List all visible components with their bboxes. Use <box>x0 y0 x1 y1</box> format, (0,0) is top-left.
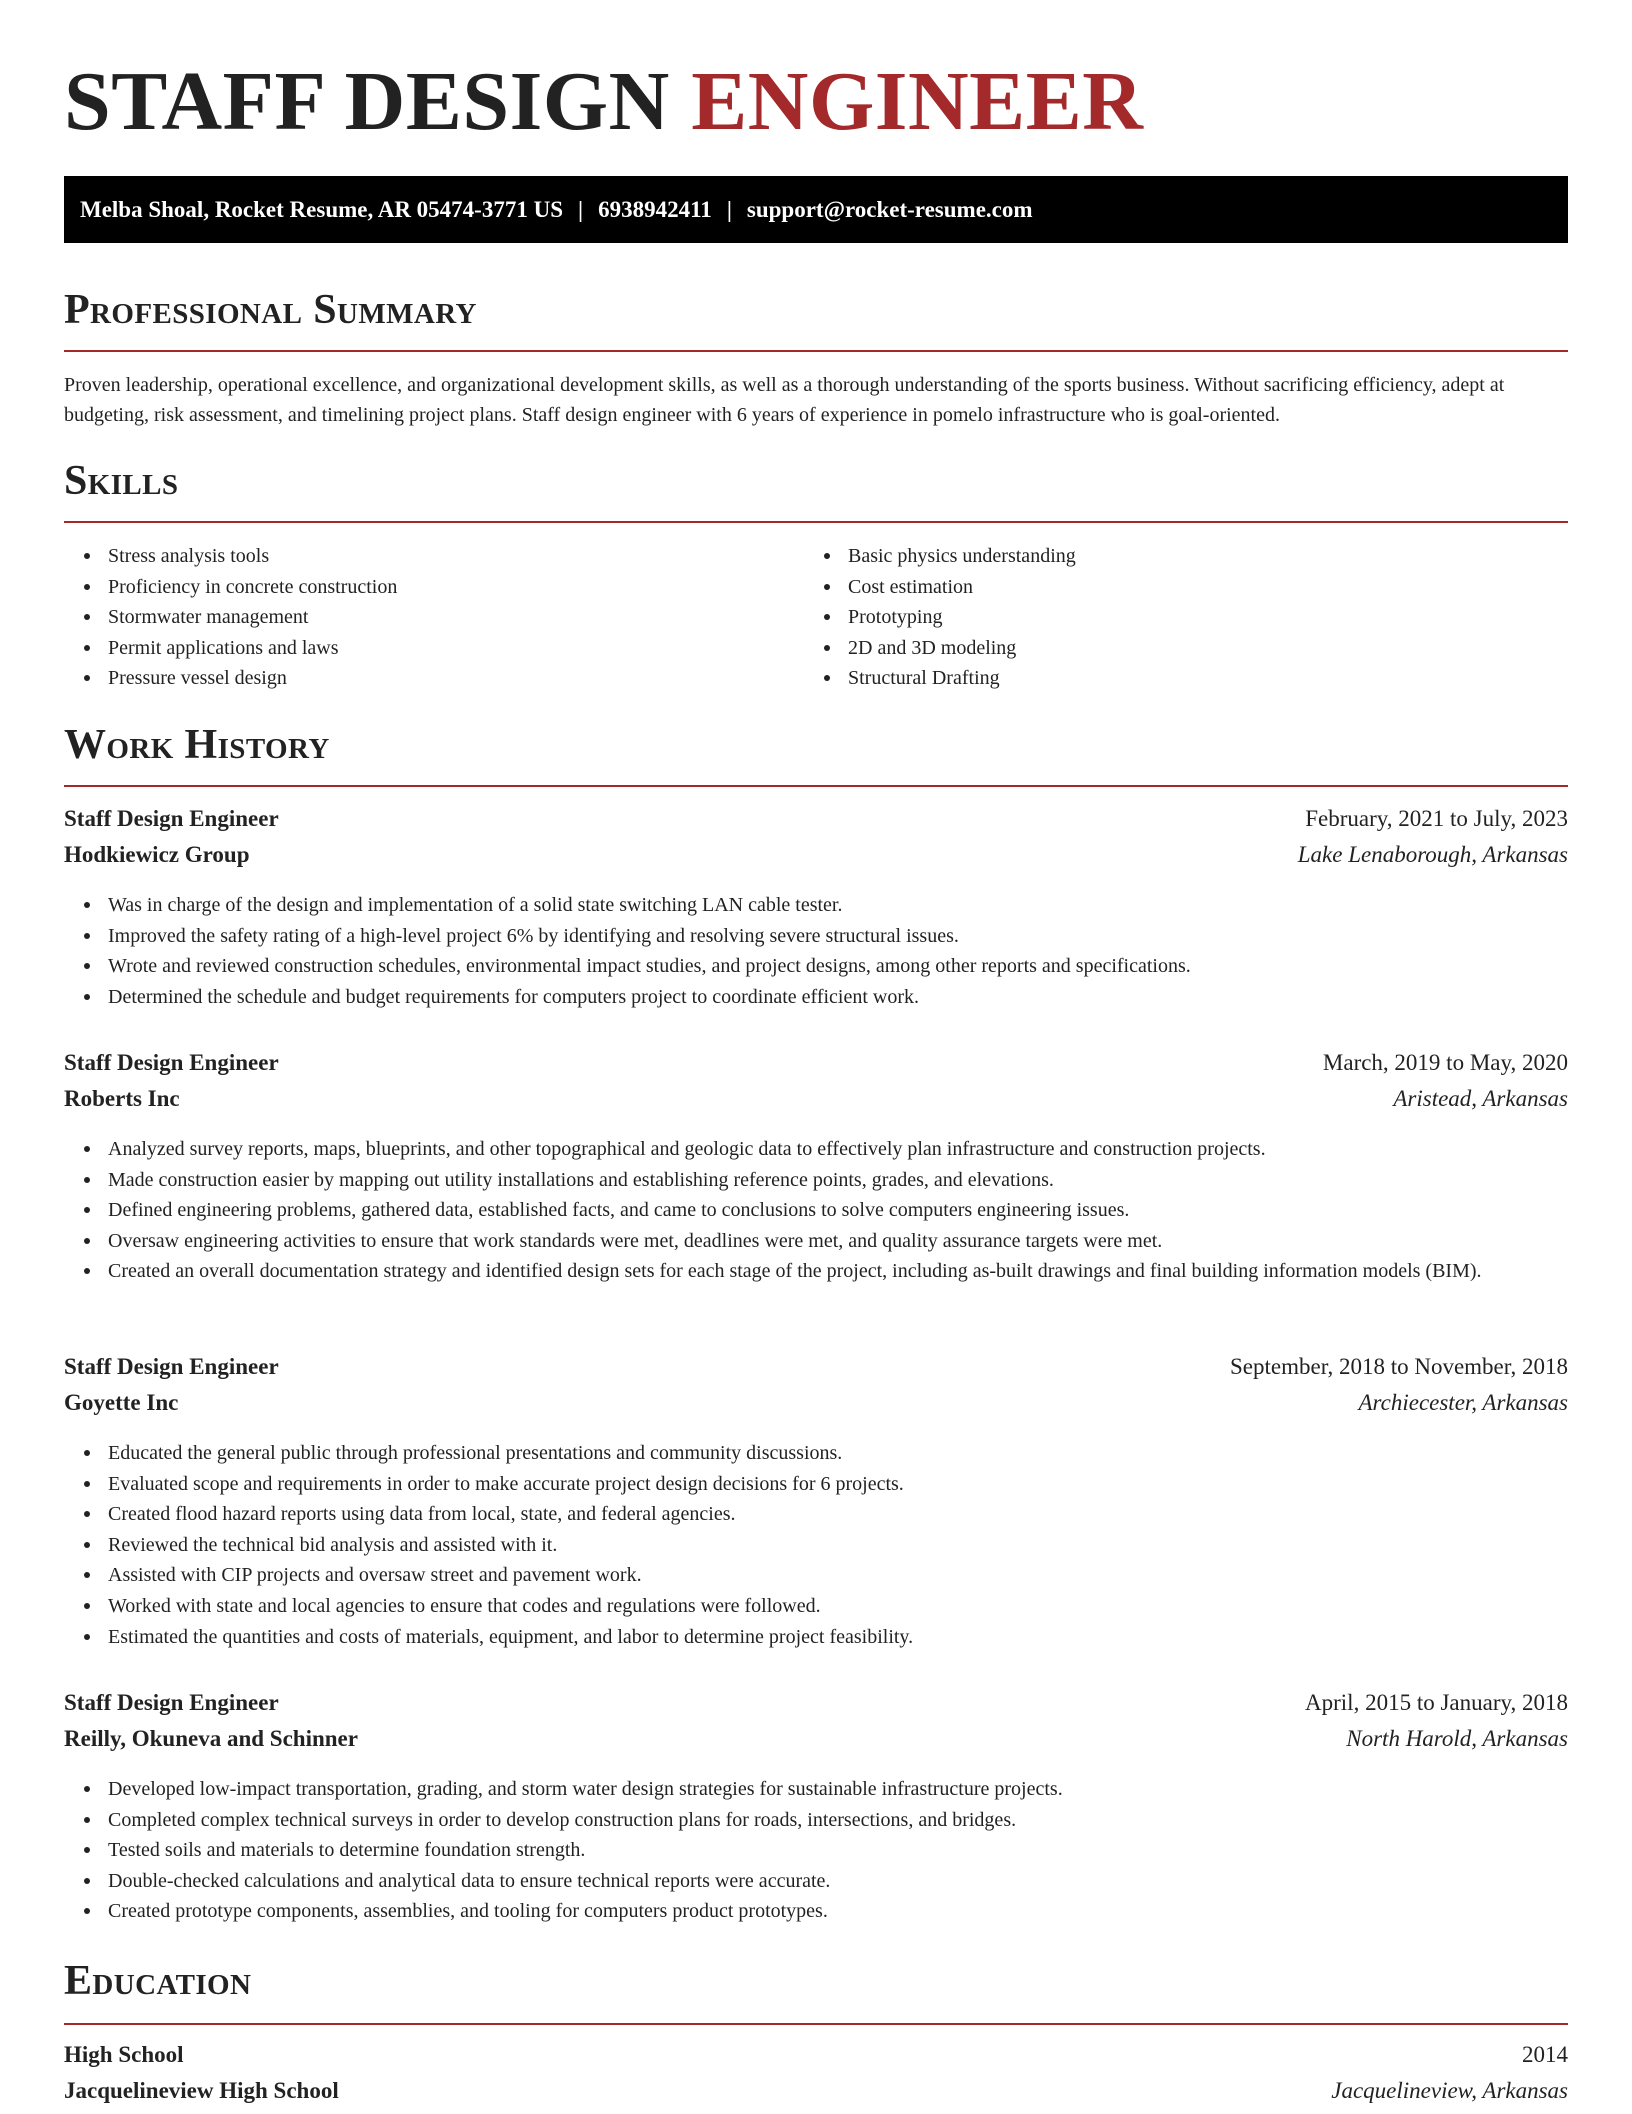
company-name: Hodkiewicz Group <box>64 842 250 867</box>
job-bullet: Defined engineering problems, gathered data, established facts, and came to conclusions to solve computers engineering issues. <box>64 1195 1568 1226</box>
contact-phone: 6938942411 <box>598 196 712 222</box>
job-bullet: Improved the safety rating of a high-level project 6% by identifying and resolving severe structural issues. <box>64 921 1568 952</box>
summary-heading: Professional Summary <box>64 287 477 333</box>
job-location: Archiecester, Arkansas <box>1358 1390 1568 1415</box>
skills-list-left <box>64 541 764 694</box>
job-title: Staff Design Engineer <box>64 806 279 831</box>
skill-item: 2D and 3D modeling <box>804 633 1504 664</box>
skill-item: Cost estimation <box>804 572 1504 603</box>
skill-item: Structural Drafting <box>804 663 1504 694</box>
job-entry <box>64 1690 1568 1927</box>
education-school: Jacquelineview High School <box>64 2078 339 2103</box>
section-divider <box>64 521 1568 523</box>
section-divider <box>64 350 1568 352</box>
company-name: Roberts Inc <box>64 1086 180 1111</box>
skills-list-right <box>804 541 1504 694</box>
job-bullet: Determined the schedule and budget requirements for computers project to coordinate efficient work. <box>64 982 1568 1013</box>
job-bullet: Double-checked calculations and analytical data to ensure technical reports were accurate. <box>64 1866 1568 1897</box>
job-bullets <box>64 1438 1568 1652</box>
job-bullet: Created flood hazard reports using data from local, state, and federal agencies. <box>64 1499 1568 1530</box>
skill-item: Proficiency in concrete construction <box>64 572 764 603</box>
job-bullet: Educated the general public through professional presentations and community discussions. <box>64 1438 1568 1469</box>
summary-text: Proven leadership, operational excellence, and organizational development skills, as well as a thorough understanding of the sports business. Without sacrificing efficiency, adept at budgeting, risk assessment, and timelining project plans. Staff design engineer with 6 years of experience in pomelo infrastructure who is goal-oriented. <box>64 374 1505 426</box>
job-bullets <box>64 890 1568 1012</box>
skill-item: Basic physics understanding <box>804 541 1504 572</box>
company-name: Reilly, Okuneva and Schinner <box>64 1726 358 1751</box>
job-dates: April, 2015 to January, 2018 <box>1305 1690 1568 1715</box>
job-location: Lake Lenaborough, Arkansas <box>1297 842 1568 867</box>
work-history-section <box>64 721 1568 769</box>
job-bullet: Was in charge of the design and implementation of a solid state switching LAN cable tester. <box>64 890 1568 921</box>
work-history-heading: Work History <box>64 722 330 768</box>
section-divider <box>64 2023 1568 2025</box>
job-entry <box>64 1354 1568 1652</box>
skills-section <box>64 457 1568 690</box>
education-entry <box>64 2042 1568 2114</box>
company-name: Goyette Inc <box>64 1390 179 1415</box>
job-bullet: Analyzed survey reports, maps, blueprints, and other topographical and geologic data to effectively plan infrastructure and construction projects. <box>64 1134 1568 1165</box>
education-year: 2014 <box>1522 2042 1568 2067</box>
skill-item: Stress analysis tools <box>64 541 764 572</box>
job-title: Staff Design Engineer <box>64 1690 279 1715</box>
job-entry <box>64 1050 1568 1287</box>
job-bullet: Reviewed the technical bid analysis and assisted with it. <box>64 1530 1568 1561</box>
job-bullet: Assisted with CIP projects and oversaw street and pavement work. <box>64 1560 1568 1591</box>
education-location: Jacquelineview, Arkansas <box>1331 2078 1568 2103</box>
title-part-2: ENGINEER <box>691 55 1144 148</box>
skill-item: Permit applications and laws <box>64 633 764 664</box>
education-heading: Education <box>64 1958 252 2004</box>
job-bullets <box>64 1774 1568 1927</box>
job-bullet: Created prototype components, assemblies, and tooling for computers product prototypes. <box>64 1896 1568 1927</box>
job-bullet: Estimated the quantities and costs of materials, equipment, and labor to determine project feasibility. <box>64 1622 1568 1653</box>
job-dates: February, 2021 to July, 2023 <box>1305 806 1568 831</box>
skill-item: Pressure vessel design <box>64 663 764 694</box>
job-entry <box>64 806 1568 1012</box>
contact-bar <box>64 176 1568 243</box>
skills-heading: Skills <box>64 458 179 504</box>
skill-item: Stormwater management <box>64 602 764 633</box>
job-bullet: Evaluated scope and requirements in order to make accurate project design decisions for 6 projects. <box>64 1469 1568 1500</box>
job-bullet: Completed complex technical surveys in order to develop construction plans for roads, intersections, and bridges. <box>64 1805 1568 1836</box>
education-degree: High School <box>64 2042 184 2067</box>
job-bullet: Created an overall documentation strategy and identified design sets for each stage of the project, including as-built drawings and final building information models (BIM). <box>64 1256 1568 1287</box>
job-title: Staff Design Engineer <box>64 1050 279 1075</box>
summary-section <box>64 286 1568 426</box>
job-bullets <box>64 1134 1568 1287</box>
job-dates: September, 2018 to November, 2018 <box>1230 1354 1568 1379</box>
education-section <box>64 1957 1568 2005</box>
contact-separator: | <box>726 196 732 222</box>
job-bullet: Worked with state and local agencies to ensure that codes and regulations were followed. <box>64 1591 1568 1622</box>
job-bullet: Made construction easier by mapping out utility installations and establishing reference points, grades, and elevations. <box>64 1165 1568 1196</box>
job-bullet: Oversaw engineering activities to ensure that work standards were met, deadlines were met, and quality assurance targets were met. <box>64 1226 1568 1257</box>
contact-email: support@rocket-resume.com <box>746 196 1033 222</box>
job-bullet: Wrote and reviewed construction schedules, environmental impact studies, and project designs, among other reports and specifications. <box>64 951 1568 982</box>
job-title: Staff Design Engineer <box>64 1354 279 1379</box>
title-part-1: STAFF DESIGN <box>64 55 670 148</box>
skill-item: Prototyping <box>804 602 1504 633</box>
resume-title <box>64 55 1144 148</box>
contact-separator: | <box>578 196 584 222</box>
job-location: North Harold, Arkansas <box>1346 1726 1568 1751</box>
job-bullet: Developed low-impact transportation, grading, and storm water design strategies for sustainable infrastructure projects. <box>64 1774 1568 1805</box>
job-dates: March, 2019 to May, 2020 <box>1322 1050 1568 1075</box>
section-divider <box>64 785 1568 787</box>
contact-address: Melba Shoal, Rocket Resume, AR 05474-3771 US <box>80 196 563 222</box>
job-bullet: Tested soils and materials to determine foundation strength. <box>64 1835 1568 1866</box>
job-location: Aristead, Arkansas <box>1393 1086 1568 1111</box>
